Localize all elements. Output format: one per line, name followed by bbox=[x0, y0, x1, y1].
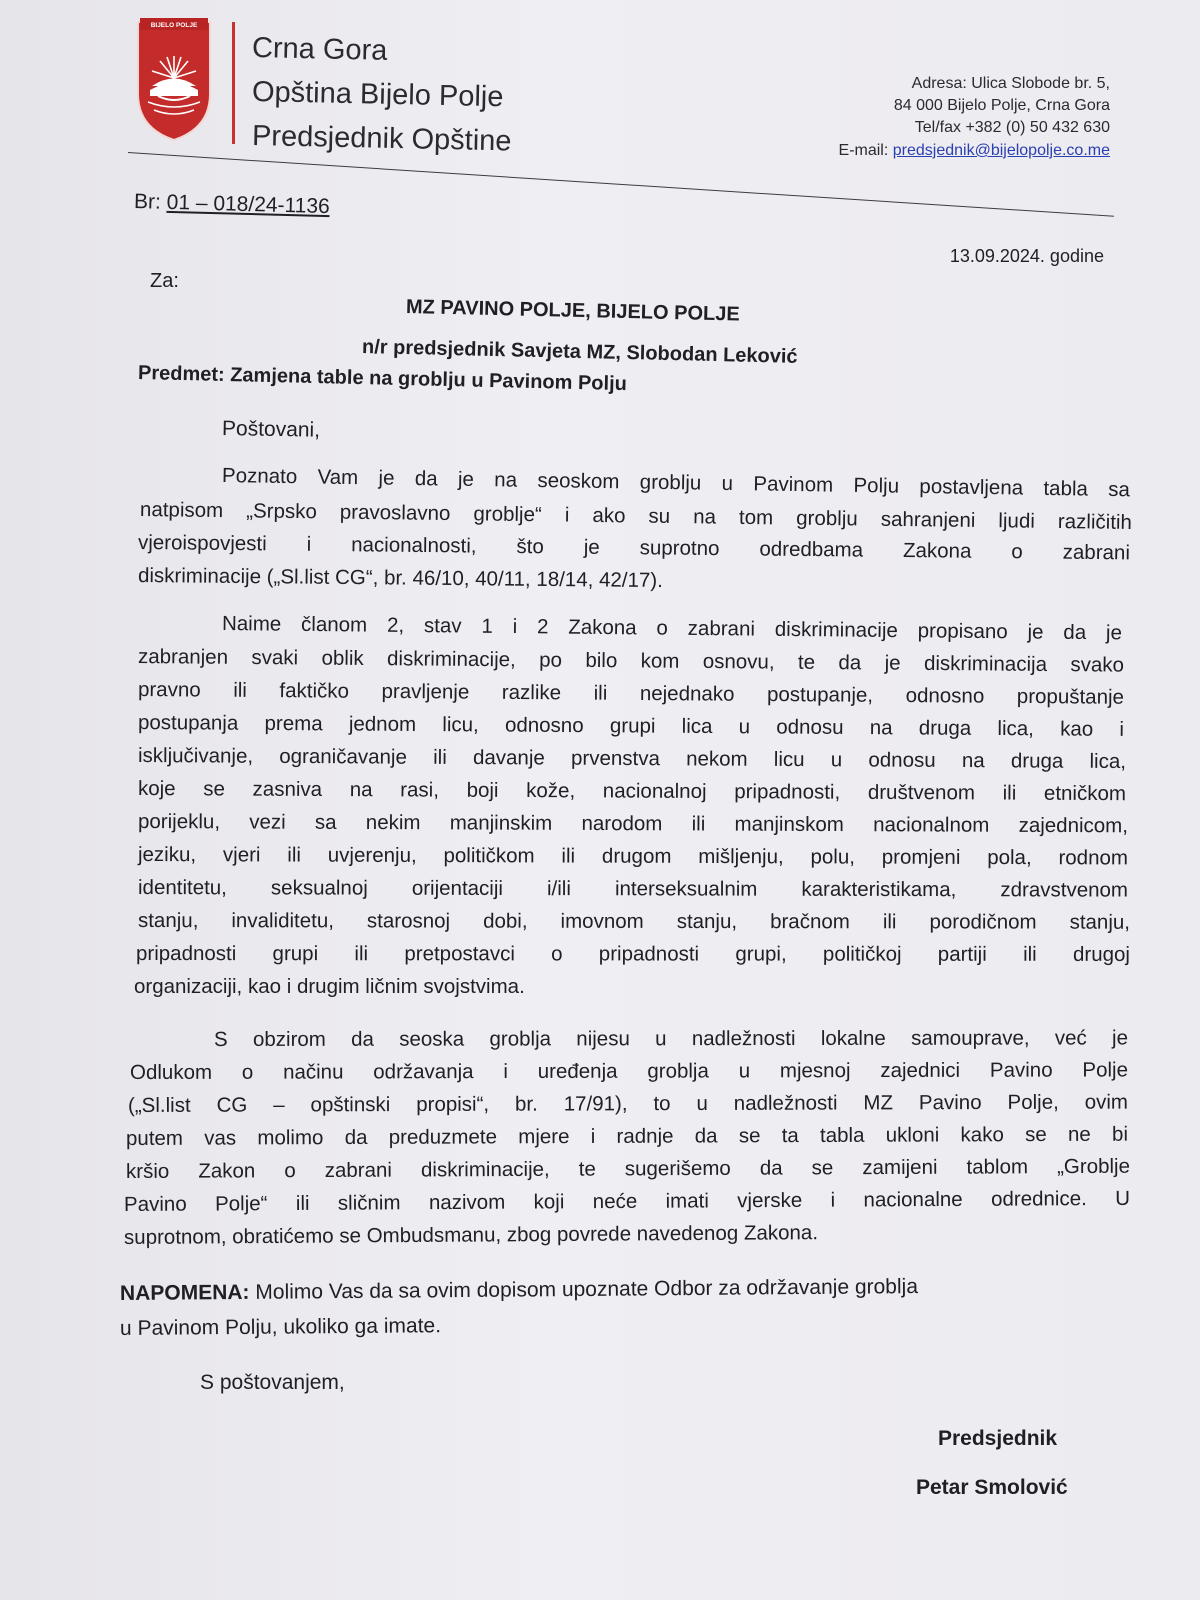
header-country: Crna Gora bbox=[251, 32, 388, 67]
letter-date: 13.09.2024. godine bbox=[949, 246, 1104, 266]
body-line: vjeroispovjesti i nacionalnosti, što je suprotno odredbama Zakona o zabrani bbox=[137, 531, 1131, 565]
body-line: koje se zasniva na rasi, boji kože, nacionalnoj pripadnosti, društvenom ili etničkom bbox=[137, 777, 1127, 806]
body-line: S obzirom da seoska groblja nijesu u nadležnosti lokalne samouprave, već je bbox=[213, 1026, 1129, 1051]
header-address: Adresa: Ulica Slobode br. 5, bbox=[911, 75, 1110, 92]
body-line: jeziku, vjeri ili uvjerenju, političkom ili drugom mišljenju, polu, promjeni pola, rodnom bbox=[137, 843, 1129, 870]
coat-of-arms-icon bbox=[134, 16, 214, 142]
note-line-2: u Pavinom Polju, ukoliko ga imate. bbox=[119, 1314, 442, 1340]
header-telfax: Tel/fax +382 (0) 50 432 630 bbox=[914, 119, 1110, 136]
note-line bbox=[120, 1276, 918, 1304]
to-label: Za: bbox=[150, 270, 179, 292]
body-line: zabranjen svaki oblik diskriminacije, po bilo kom osnovu, te da je diskriminacija svako bbox=[137, 645, 1125, 677]
header-city: 84 000 Bijelo Polje, Crna Gora bbox=[893, 97, 1110, 114]
body-line: organizaciji, kao i drugim ličnim svojstvima. bbox=[134, 975, 525, 998]
body-line: identitetu, seksualnoj orijentaciji i/ili interseksualnim karakteristikama, zdravstvenom bbox=[137, 876, 1129, 902]
body-line: Pavino Polje“ ili sličnim nazivom koji neće imati vjerske i nacionalne odrednice. U bbox=[123, 1186, 1131, 1216]
email-link[interactable]: predsjednik@bijelopolje.co.me bbox=[892, 142, 1110, 159]
ref-value: 01 – 018/24-1136 bbox=[166, 190, 331, 219]
body-line: natpisom „Srpsko pravoslavno groblje“ i ako su na tom groblju sahranjeni ljudi različitih bbox=[139, 498, 1133, 534]
reference-number bbox=[134, 190, 330, 219]
header-municipality: Opština Bijelo Polje bbox=[251, 76, 504, 114]
closing: S poštovanjem, bbox=[200, 1371, 345, 1394]
body-line: Poznato Vam je da je na seoskom groblju u Pavinom Polju postavljena tabla sa bbox=[221, 464, 1131, 502]
note-label: NAPOMENA: bbox=[119, 1280, 250, 1305]
body-line: kršio Zakon o zabrani diskriminacije, te sugerišemo da se zamijeni tablom „Groblje bbox=[125, 1154, 1131, 1183]
body-line: postupanja prema jednom licu, odnosno grupi lica u odnosu na druga lica, kao i bbox=[137, 711, 1125, 741]
body-line: pripadnosti grupi ili pretpostavci o pripadnosti grupi, političkoj partiji ili drugoj bbox=[135, 942, 1131, 966]
greeting: Poštovani, bbox=[221, 417, 321, 442]
signature-name: Petar Smolović bbox=[916, 1476, 1068, 1499]
body-line: porijeklu, vezi sa nekim manjinskim narodom ili manjinskom nacionalnom zajednicom, bbox=[137, 810, 1129, 838]
header-office: Predsjednik Opštine bbox=[251, 120, 512, 158]
body-line: suprotnom, obratićemo se Ombudsmanu, zbog povrede navedenog Zakona. bbox=[123, 1221, 819, 1249]
signature-title: Predsjednik bbox=[938, 1427, 1058, 1450]
email-label: E-mail: bbox=[838, 142, 889, 159]
body-line: pravno ili faktičko pravljenje razlike ili nejednako postupanje, odnosno propuštanje bbox=[137, 678, 1125, 709]
subject-line: Predmet: Zamjena table na groblju u Pavinom Polju bbox=[137, 362, 628, 396]
body-line: stanju, invaliditetu, starosnoj dobi, imovnom stanju, bračnom ili porodičnom stanju, bbox=[137, 909, 1131, 934]
body-line: („Sl.list CG – opštinski propisi“, br. 17/91), to u nadležnosti MZ Pavino Polje, ovim bbox=[127, 1090, 1129, 1117]
ref-label: Br: bbox=[133, 190, 162, 214]
body-line: isključivanje, ograničavanje ili davanje prvenstva nekom licu u odnosu na druga lica, bbox=[137, 744, 1127, 774]
body-line: diskriminacije („Sl.list CG“, br. 46/10, 40/11, 18/14, 42/17). bbox=[137, 564, 663, 593]
note-text: Molimo Vas da sa ovim dopisom upoznate Odbor za održavanje groblja bbox=[255, 1275, 919, 1304]
body-line: putem vas molimo da preduzmete mjere i radnje da se ta tabla ukloni kako se ne bi bbox=[125, 1122, 1129, 1150]
recipient-attention: n/r predsjednik Savjeta MZ, Slobodan Leković bbox=[361, 336, 798, 368]
header-email-line bbox=[839, 143, 1110, 159]
recipient: MZ PAVINO POLJE, BIJELO POLJE bbox=[405, 296, 740, 326]
crest-text: BIJELO POLJE bbox=[150, 22, 198, 29]
body-line: Odlukom o načinu održavanja i uređenja groblja u mjesnoj zajednici Pavino Polje bbox=[129, 1058, 1129, 1084]
header-divider bbox=[232, 22, 235, 144]
body-line: Naime članom 2, stav 1 i 2 Zakona o zabrani diskriminacije propisano je da je bbox=[221, 612, 1123, 645]
